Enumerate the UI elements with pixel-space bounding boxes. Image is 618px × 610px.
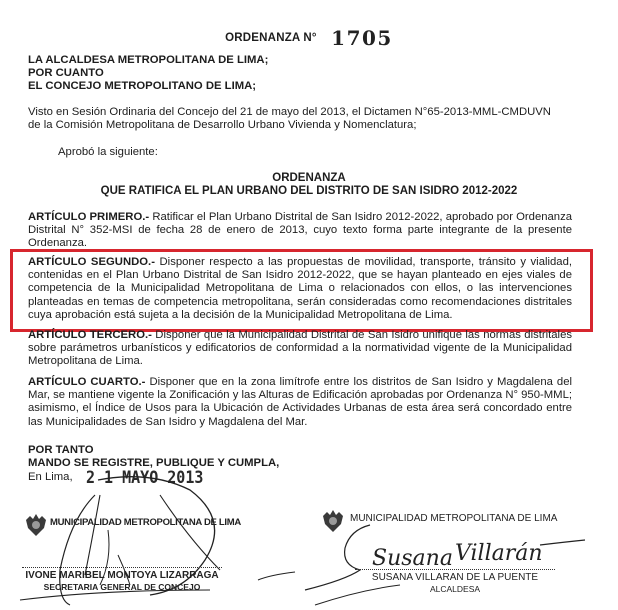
ordinance-heading-line-1: ORDENANZA: [272, 172, 346, 184]
signatory-name-right: SUSANA VILLARAN DE LA PUENTE: [371, 572, 539, 583]
article-label: ARTÍCULO PRIMERO.-: [28, 211, 150, 223]
article-text: Disponer que en la zona limítrofe entre los distritos de San Isidro y Magdalena del Mar, se mantiene vigente la Zonificación y las Alturas de Edificación aprobadas por Ordenanza N° 950-MML; asimismo, el Índice de Usos para la Ubicación de Actividades Urbanas de esta área será concordado entre las Municipalidades de San Isidro y Magdalena del Mar.: [28, 376, 572, 428]
signatory-role-right: ALCALDESA: [429, 584, 481, 594]
svg-text:Villarán: Villarán: [455, 541, 543, 566]
closing-place: En Lima,: [28, 471, 73, 483]
article-label: ARTÍCULO SEGUNDO.-: [28, 256, 155, 268]
closing-mando: MANDO SE REGISTRE, PUBLIQUE Y CUMPLA,: [28, 457, 280, 469]
approved-text: Aprobó la siguiente:: [58, 146, 158, 158]
signatory-role-left: SECRETARIA GENERAL DE CONCEJO: [43, 582, 201, 592]
signatory-name-left: IVONE MARIBEL MONTOYA LIZARRAGA: [25, 570, 219, 581]
visto-line-2: de la Comisión Metropolitana de Desarrollo Urbano Vivienda y Nomenclatura;: [28, 119, 417, 131]
date-stamp: 2 1 MAYO 2013: [86, 467, 204, 488]
ordinance-title-label: ORDENANZA N°: [225, 32, 317, 44]
article-text: Disponer que la Municipalidad Distrital de San Isidro unifique las normas distritales sobre parámetros urbanísticos y edificatorios de conformidad a la normatividad vigente de la Municipalidad Metropolitana de Lima.: [28, 329, 573, 368]
preamble-line-2: POR CUANTO: [28, 67, 104, 79]
seal-text-right: MUNICIPALIDAD METROPOLITANA DE LIMA: [350, 513, 558, 524]
closing-por-tanto: POR TANTO: [28, 444, 94, 456]
ordinance-number: 1705: [331, 26, 393, 50]
ordinance-heading-line-2: QUE RATIFICA EL PLAN URBANO DEL DISTRITO DE SAN ISIDRO 2012-2022: [100, 185, 518, 197]
visto-line-1: Visto en Sesión Ordinaria del Concejo del 21 de mayo del 2013, el Dictamen N°65-2013-MML-CMDUVN: [28, 106, 551, 118]
seal-text-left: MUNICIPALIDAD METROPOLITANA DE LIMA: [50, 517, 241, 528]
signature-script-right: Susana: [372, 546, 453, 571]
article-label: ARTÍCULO TERCERO.-: [28, 329, 152, 341]
article-text: Ratificar el Plan Urbano Distrital de San Isidro 2012-2022, aprobado por Ordenanza Distrital N° 352-MSI de fecha 28 de enero de 2013, cuyo texto forma parte integrante de la presente Ordenanza.: [28, 211, 573, 250]
article-text: Disponer respecto a las propuestas de movilidad, transporte, tránsito y vialidad, contenidas en el Plan Urbano Distrital de San Isidro 2012-2022, que se hayan planteado en ejes viales de competencia de la Municipalidad Metropolitana de Lima o relacionados con ellos, o las intervenciones planteadas en temas de competencia metropolitana, serán consideradas como recomendaciones distritales cuya aprobación está sujeta a la decisión de la Municipalidad Metropolitana de Lima.: [28, 256, 572, 321]
article-label: ARTÍCULO CUARTO.-: [28, 376, 146, 388]
preamble-line-1: LA ALCALDESA METROPOLITANA DE LIMA;: [28, 54, 269, 66]
signature-line-right: [355, 569, 555, 570]
preamble-line-3: EL CONCEJO METROPOLITANO DE LIMA;: [28, 80, 257, 92]
